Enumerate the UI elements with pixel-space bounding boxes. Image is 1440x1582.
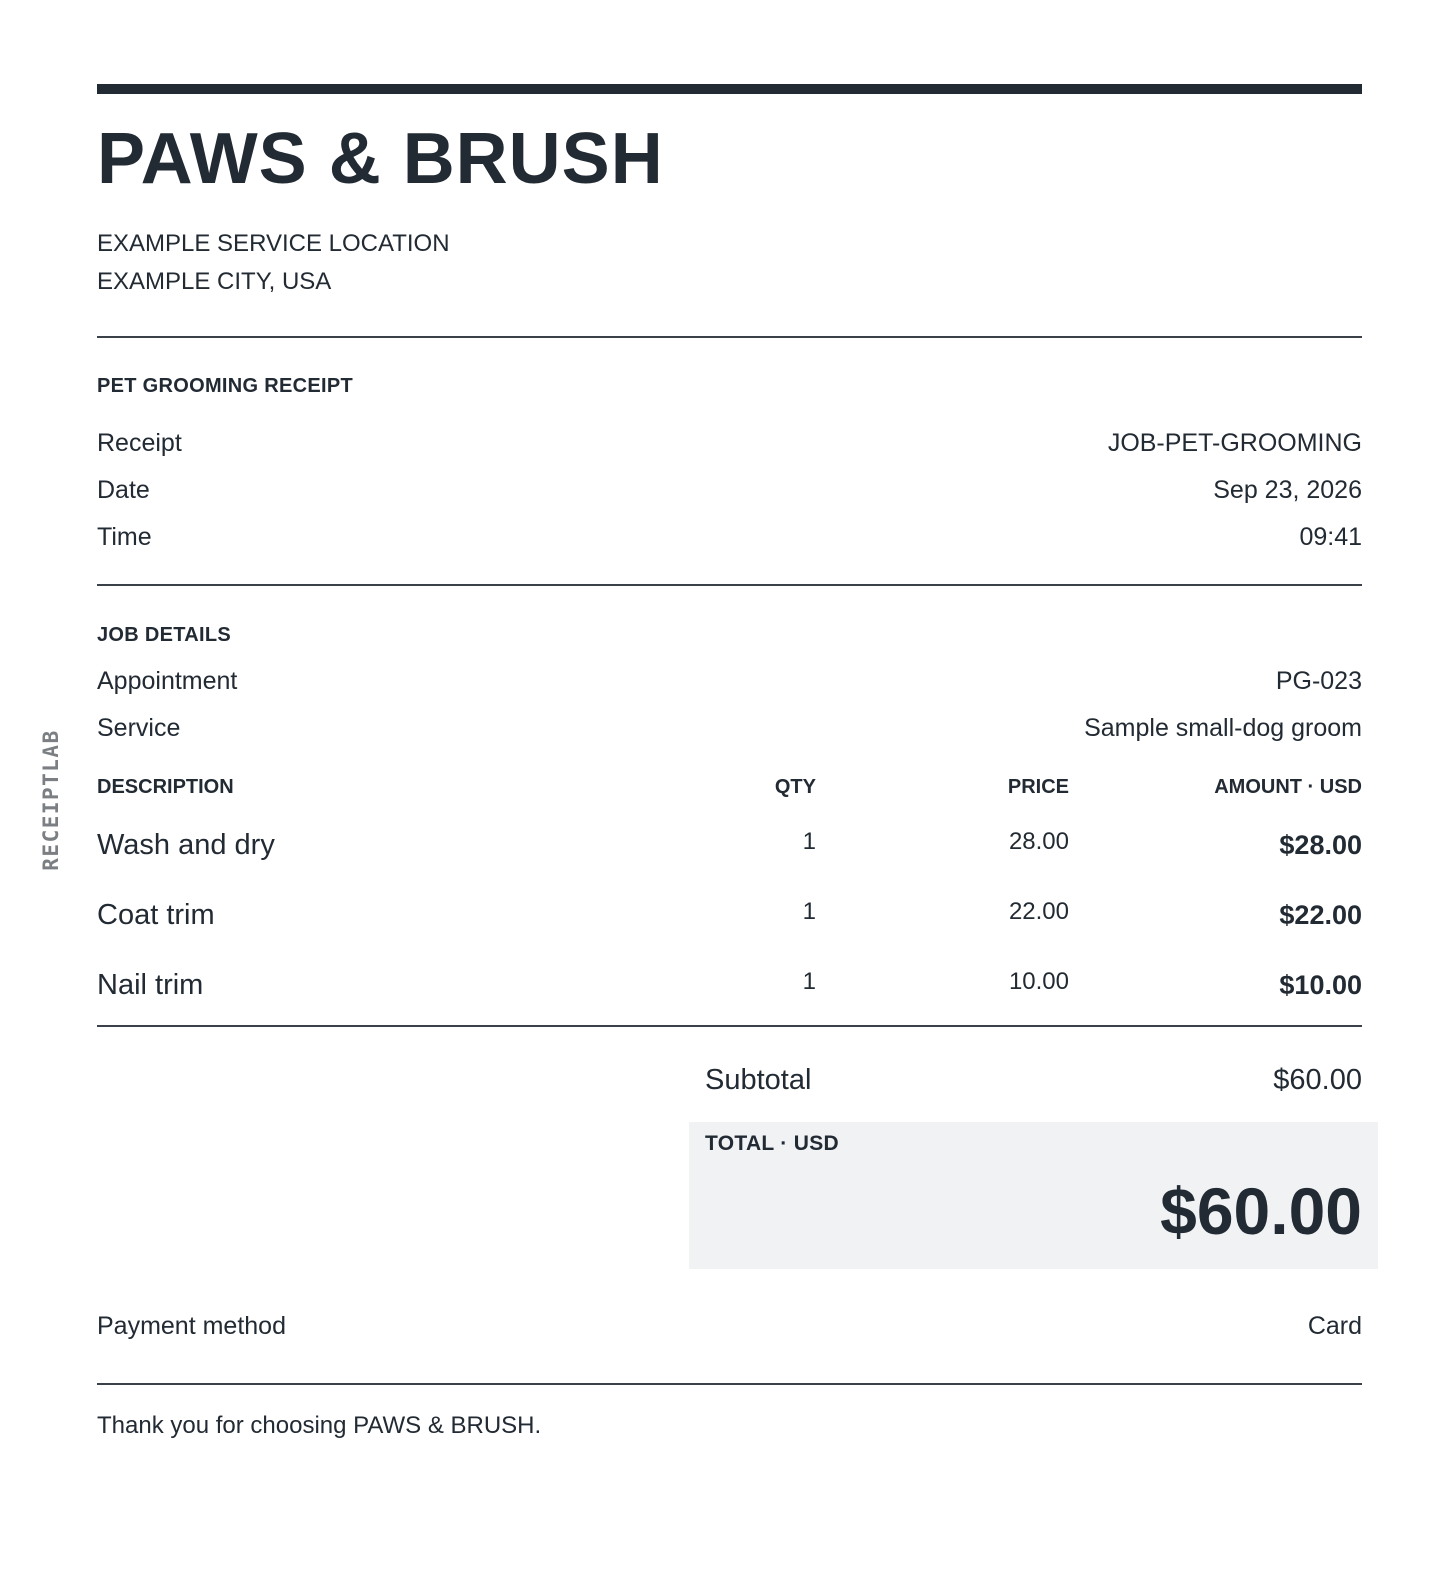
field-label: Time [97, 523, 152, 551]
address-line-1: EXAMPLE SERVICE LOCATION [97, 230, 450, 257]
total-label: TOTAL · USD [705, 1132, 839, 1155]
payment-value: Card [1307, 1311, 1362, 1340]
column-header-price: PRICE [1007, 775, 1069, 798]
item-description: Wash and dry [97, 828, 275, 861]
item-amount: $10.00 [1279, 969, 1362, 1000]
receipt-meta [97, 420, 1362, 561]
address-line-2: EXAMPLE CITY, USA [97, 268, 332, 295]
job-details-title: JOB DETAILS [97, 624, 232, 646]
receipt-title: PET GROOMING RECEIPT [97, 375, 354, 397]
field-label: Service [97, 714, 181, 742]
store-address [97, 225, 1362, 301]
service-row [97, 705, 1362, 752]
header-bar [97, 84, 1362, 94]
item-qty: 1 [802, 968, 816, 995]
item-price: 28.00 [1008, 828, 1069, 855]
payment-method-row [97, 1303, 1362, 1349]
field-label: Date [97, 476, 150, 504]
item-description: Coat trim [97, 898, 215, 931]
divider [97, 584, 1362, 586]
item-qty: 1 [802, 898, 816, 925]
payment-label: Payment method [97, 1311, 286, 1340]
field-value: Sample small-dog groom [1084, 714, 1362, 742]
column-header-amount: AMOUNT · USD [1214, 775, 1362, 798]
item-price: 10.00 [1008, 968, 1069, 995]
item-price: 22.00 [1008, 898, 1069, 925]
totals-section [705, 1054, 1362, 1269]
appointment-row [97, 658, 1362, 705]
item-amount: $22.00 [1279, 899, 1362, 930]
column-header-description: DESCRIPTION [97, 775, 234, 798]
thank-you-message: Thank you for choosing PAWS & BRUSH. [97, 1412, 542, 1439]
table-row [97, 878, 1362, 948]
field-value: Sep 23, 2026 [1213, 476, 1362, 504]
total-box [689, 1122, 1378, 1269]
items-table-body [97, 808, 1362, 1018]
table-row [97, 808, 1362, 878]
store-name: PAWS & BRUSH [97, 119, 664, 199]
date-row [97, 467, 1362, 514]
field-value: JOB-PET-GROOMING [1107, 429, 1362, 457]
field-label: Appointment [97, 667, 238, 695]
field-value: 09:41 [1299, 523, 1362, 551]
field-value: PG-023 [1275, 667, 1362, 695]
receiptlab-watermark: RECEIPTLAB [39, 729, 63, 871]
column-header-qty: QTY [774, 775, 816, 798]
field-label: Receipt [97, 429, 182, 457]
divider [97, 336, 1362, 338]
item-amount: $28.00 [1279, 829, 1362, 860]
total-value: $60.00 [1160, 1174, 1362, 1248]
divider [97, 1383, 1362, 1385]
items-table-header [97, 772, 1362, 802]
job-details [97, 658, 1362, 752]
divider [97, 1025, 1362, 1027]
item-qty: 1 [802, 828, 816, 855]
item-description: Nail trim [97, 968, 204, 1001]
subtotal-value: $60.00 [1273, 1063, 1362, 1096]
subtotal-label: Subtotal [705, 1063, 812, 1096]
receipt-number-row [97, 420, 1362, 467]
table-row [97, 948, 1362, 1018]
time-row [97, 514, 1362, 561]
subtotal-row [705, 1054, 1362, 1106]
receipt-sheet [97, 84, 1362, 1440]
